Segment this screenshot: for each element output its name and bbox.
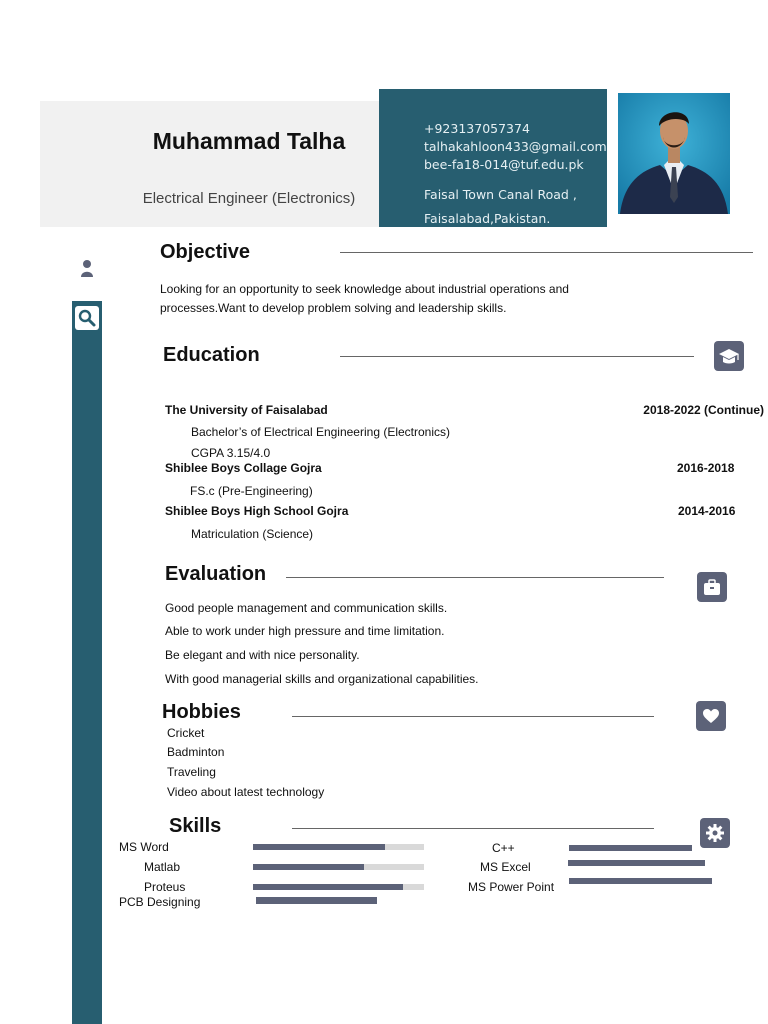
evaluation-item: With good managerial skills and organizational capabilities.: [165, 672, 479, 686]
evaluation-item: Able to work under high pressure and time limitation.: [165, 624, 445, 638]
education-degree: Matriculation (Science): [191, 527, 314, 541]
hobby-item: Badminton: [167, 745, 225, 759]
evaluation-item: Be elegant and with nice personality.: [165, 648, 360, 662]
objective-divider: [340, 252, 753, 253]
skill-name: C++: [492, 841, 515, 855]
search-icon[interactable]: [75, 306, 99, 330]
address-line-2: Faisalabad,Pakistan.: [424, 211, 551, 226]
skill-bar-track: [253, 864, 424, 870]
hobby-item: Video about latest technology: [167, 785, 325, 799]
education-degree: Bachelor’s of Electrical Engineering (Electronics): [191, 425, 451, 439]
education-heading: Education: [163, 344, 260, 366]
heart-icon: [696, 701, 726, 731]
job-title: Electrical Engineer (Electronics): [142, 190, 356, 207]
address-line-1: Faisal Town Canal Road ,: [424, 187, 577, 202]
objective-text-line-2: processes.Want to develop problem solving and leadership skills.: [160, 301, 507, 315]
skill-bar-track: [568, 860, 711, 866]
skill-name: MS Excel: [480, 860, 531, 874]
email-primary[interactable]: talhakahloon433@gmail.com: [424, 139, 607, 154]
skill-bar-track: [253, 884, 424, 890]
education-gpa: CGPA 3.15/4.0: [191, 446, 271, 460]
graduation-cap-icon: [714, 341, 744, 371]
hobby-item: Cricket: [167, 726, 205, 740]
skill-bar-fill: [568, 860, 705, 866]
profile-photo: [618, 93, 730, 214]
skill-bar-fill: [253, 884, 403, 890]
evaluation-heading: Evaluation: [165, 563, 267, 585]
gear-icon: [700, 818, 730, 848]
hobbies-heading: Hobbies: [162, 701, 241, 723]
skill-bar-track: [253, 844, 424, 850]
skill-name: MS Power Point: [468, 880, 555, 894]
education-divider: [340, 356, 694, 357]
education-school: Shiblee Boys High School Gojra: [165, 504, 349, 518]
skill-name: MS Word: [119, 840, 169, 854]
skills-divider: [292, 828, 654, 829]
education-school: Shiblee Boys Collage Gojra: [165, 461, 322, 475]
email-secondary[interactable]: bee-fa18-014@tuf.edu.pk: [424, 157, 584, 172]
objective-heading: Objective: [160, 241, 251, 263]
phone-number: +923137057374: [424, 121, 530, 136]
hobby-item: Traveling: [167, 765, 216, 779]
education-years: 2014-2016: [678, 504, 736, 518]
education-years: 2016-2018: [677, 461, 735, 475]
evaluation-divider: [286, 577, 664, 578]
education-school: The University of Faisalabad: [165, 403, 328, 417]
briefcase-icon: [697, 572, 727, 602]
evaluation-item: Good people management and communication skills.: [165, 601, 448, 615]
skill-name: Matlab: [144, 860, 181, 874]
objective-text-line-1: Looking for an opportunity to seek knowledge about industrial operations and: [160, 282, 569, 296]
header-name-panel: [40, 101, 380, 227]
skill-bar-fill: [256, 897, 377, 904]
sidebar-bar: [72, 301, 102, 1024]
skill-bar-fill: [569, 878, 712, 884]
skill-bar-track: [569, 845, 712, 851]
person-icon: [80, 259, 94, 278]
skill-name: PCB Designing: [119, 895, 201, 909]
person-name: Muhammad Talha: [152, 128, 346, 154]
skill-bar-fill: [253, 864, 364, 870]
skills-heading: Skills: [169, 815, 222, 837]
skill-bar-fill: [253, 844, 385, 850]
skill-bar-track: [569, 878, 712, 884]
skill-bar-fill: [569, 845, 692, 851]
hobbies-divider: [292, 716, 654, 717]
education-degree: FS.c (Pre-Engineering): [190, 484, 313, 498]
skill-bar-track: [256, 897, 426, 904]
education-years: 2018-2022 (Continue): [643, 403, 764, 417]
skill-name: Proteus: [144, 880, 186, 894]
